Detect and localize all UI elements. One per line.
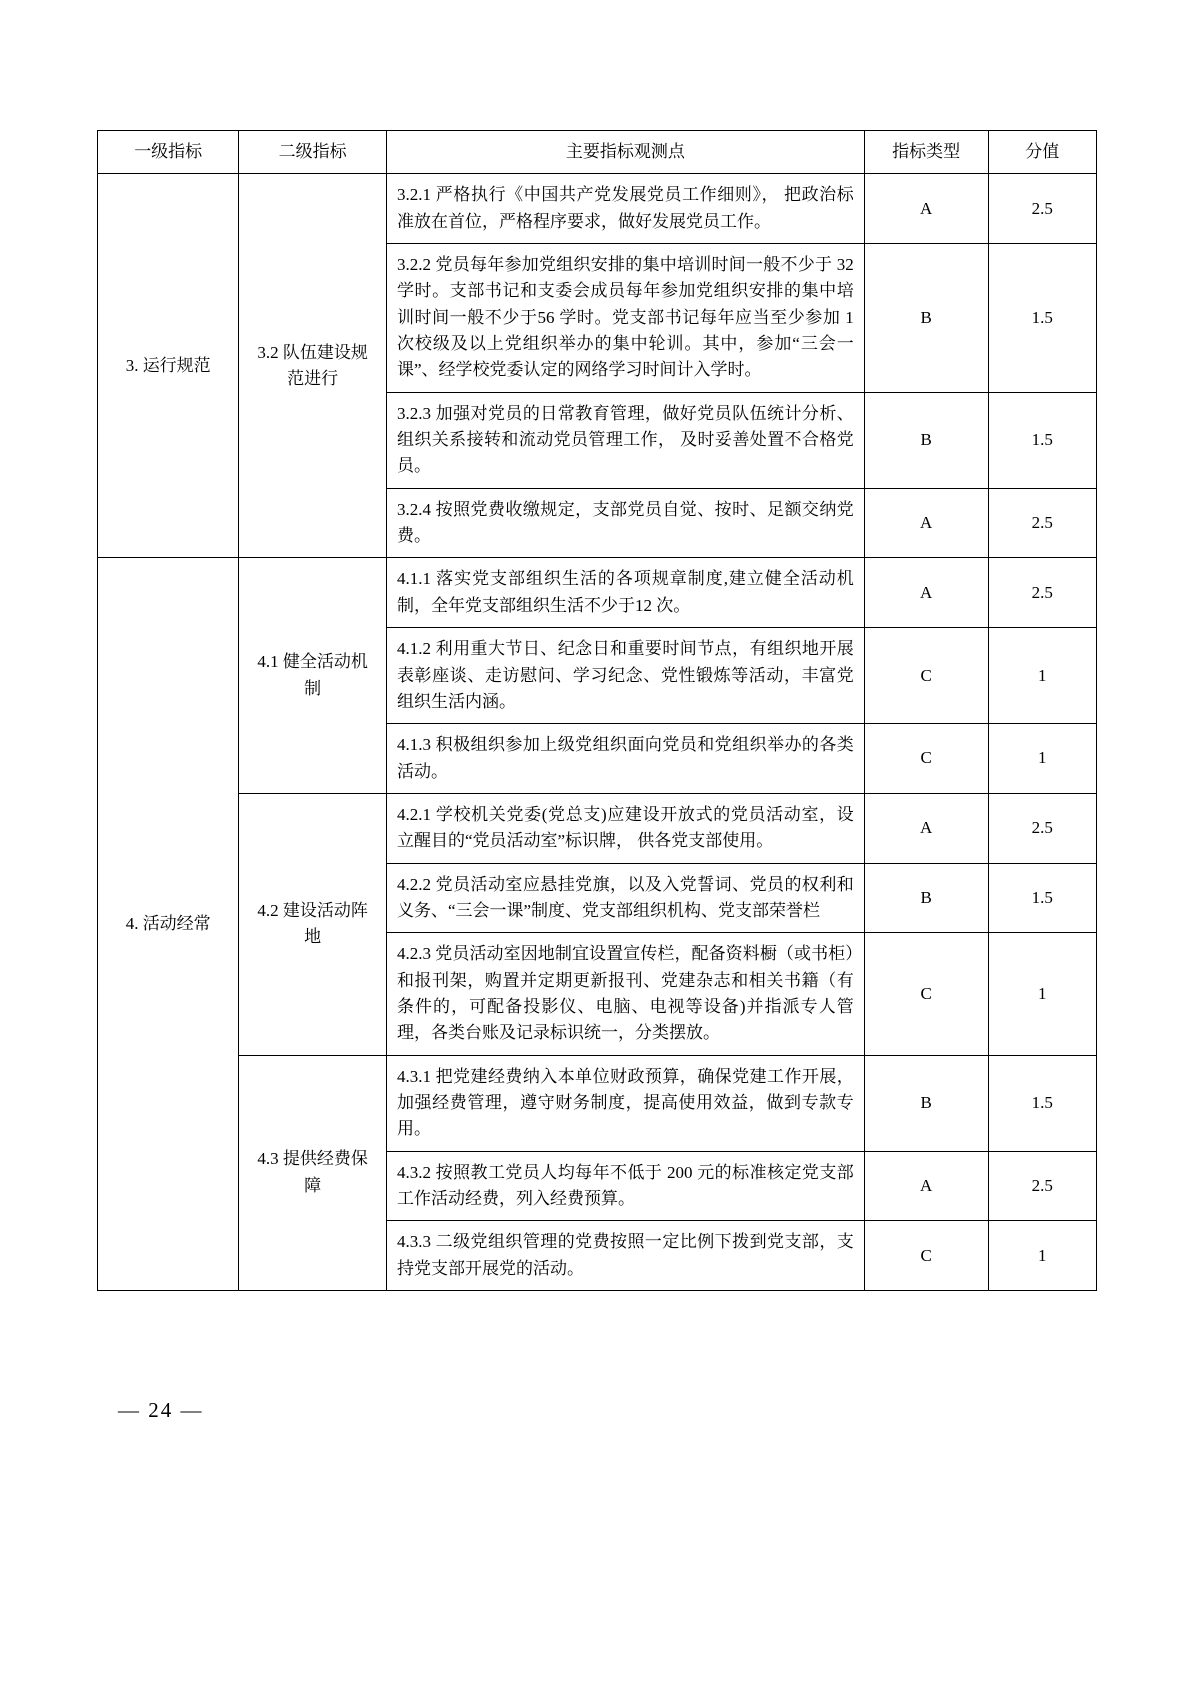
table-row xyxy=(98,793,1097,863)
observation-point: 4.1.1 落实党支部组织生活的各项规章制度,建立健全活动机制，全年党支部组织生活不少于12 次。 xyxy=(386,558,864,628)
score-value: 2.5 xyxy=(988,174,1096,244)
observation-point: 4.3.2 按照教工党员人均每年不低于 200 元的标准核定党支部工作活动经费，列入经费预算。 xyxy=(386,1151,864,1221)
observation-point: 4.1.3 积极组织参加上级党组织面向党员和党组织举办的各类活动。 xyxy=(386,724,864,794)
header-main-points: 主要指标观测点 xyxy=(386,131,864,174)
score-value: 1 xyxy=(988,933,1096,1055)
score-value: 1 xyxy=(988,628,1096,724)
observation-point: 3.2.1 严格执行《中国共产党发展党员工作细则》， 把政治标准放在首位，严格程序要求，做好发展党员工作。 xyxy=(386,174,864,244)
indicator-type: C xyxy=(864,724,988,794)
table-row xyxy=(98,1055,1097,1151)
indicator-type: A xyxy=(864,1151,988,1221)
score-value: 2.5 xyxy=(988,558,1096,628)
indicator-type: A xyxy=(864,793,988,863)
observation-point: 3.2.3 加强对党员的日常教育管理，做好党员队伍统计分析、组织关系接转和流动党员管理工作， 及时妥善处置不合格党员。 xyxy=(386,392,864,488)
page-number: — 24 — xyxy=(118,1398,204,1422)
score-value: 2.5 xyxy=(988,793,1096,863)
indicator-type: B xyxy=(864,863,988,933)
indicator-type: A xyxy=(864,488,988,558)
indicator-table xyxy=(97,130,1097,1291)
indicator-type: B xyxy=(864,392,988,488)
indicator-table-wrapper xyxy=(97,130,1097,1291)
score-value: 1.5 xyxy=(988,863,1096,933)
score-value: 1 xyxy=(988,1221,1096,1291)
table-row xyxy=(98,558,1097,628)
score-value: 2.5 xyxy=(988,488,1096,558)
indicator-type: A xyxy=(864,174,988,244)
header-level1: 一级指标 xyxy=(98,131,239,174)
observation-point: 4.3.1 把党建经费纳入本单位财政预算，确保党建工作开展，加强经费管理，遵守财务制度，提高使用效益，做到专款专用。 xyxy=(386,1055,864,1151)
level2-cell: 3.2 队伍建设规范进行 xyxy=(239,174,387,558)
indicator-type: C xyxy=(864,628,988,724)
level2-cell: 4.2 建设活动阵地 xyxy=(239,793,387,1055)
level1-cell: 3. 运行规范 xyxy=(98,174,239,558)
indicator-type: B xyxy=(864,1055,988,1151)
header-indicator-type: 指标类型 xyxy=(864,131,988,174)
score-value: 1 xyxy=(988,724,1096,794)
table-row xyxy=(98,174,1097,244)
table-header-row xyxy=(98,131,1097,174)
score-value: 2.5 xyxy=(988,1151,1096,1221)
observation-point: 3.2.4 按照党费收缴规定，支部党员自觉、按时、足额交纳党费。 xyxy=(386,488,864,558)
observation-point: 4.2.1 学校机关党委(党总支)应建设开放式的党员活动室，设立醒目的“党员活动室”标识牌， 供各党支部使用。 xyxy=(386,793,864,863)
indicator-type: B xyxy=(864,244,988,393)
level2-cell: 4.3 提供经费保障 xyxy=(239,1055,387,1290)
table-header xyxy=(98,131,1097,174)
header-score: 分值 xyxy=(988,131,1096,174)
indicator-type: C xyxy=(864,1221,988,1291)
indicator-type: C xyxy=(864,933,988,1055)
observation-point: 4.2.3 党员活动室因地制宜设置宣传栏，配备资料橱（或书柜）和报刊架，购置并定期更新报刊、党建杂志和相关书籍（有条件的，可配备投影仪、电脑、电视等设备)并指派专人管理，各类台账及记录标识统一，分类摆放。 xyxy=(386,933,864,1055)
observation-point: 4.3.3 二级党组织管理的党费按照一定比例下拨到党支部，支持党支部开展党的活动。 xyxy=(386,1221,864,1291)
score-value: 1.5 xyxy=(988,1055,1096,1151)
observation-point: 3.2.2 党员每年参加党组织安排的集中培训时间一般不少于 32 学时。支部书记和支委会成员每年参加党组织安排的集中培训时间一般不少于56 学时。党支部书记每年应当至少参加 1 次校级及以上党组织举办的集中轮训。其中，参加“三会一课”、经学校党委认定的网络学习时间计入学时。 xyxy=(386,244,864,393)
level1-cell: 4. 活动经常 xyxy=(98,558,239,1291)
score-value: 1.5 xyxy=(988,392,1096,488)
observation-point: 4.1.2 利用重大节日、纪念日和重要时间节点，有组织地开展表彰座谈、走访慰问、学习纪念、党性锻炼等活动，丰富党组织生活内涵。 xyxy=(386,628,864,724)
score-value: 1.5 xyxy=(988,244,1096,393)
indicator-type: A xyxy=(864,558,988,628)
table-body xyxy=(98,174,1097,1291)
level2-cell: 4.1 健全活动机制 xyxy=(239,558,387,793)
observation-point: 4.2.2 党员活动室应悬挂党旗，以及入党誓词、党员的权利和义务、“三会一课”制度、党支部组织机构、党支部荣誉栏 xyxy=(386,863,864,933)
header-level2: 二级指标 xyxy=(239,131,387,174)
